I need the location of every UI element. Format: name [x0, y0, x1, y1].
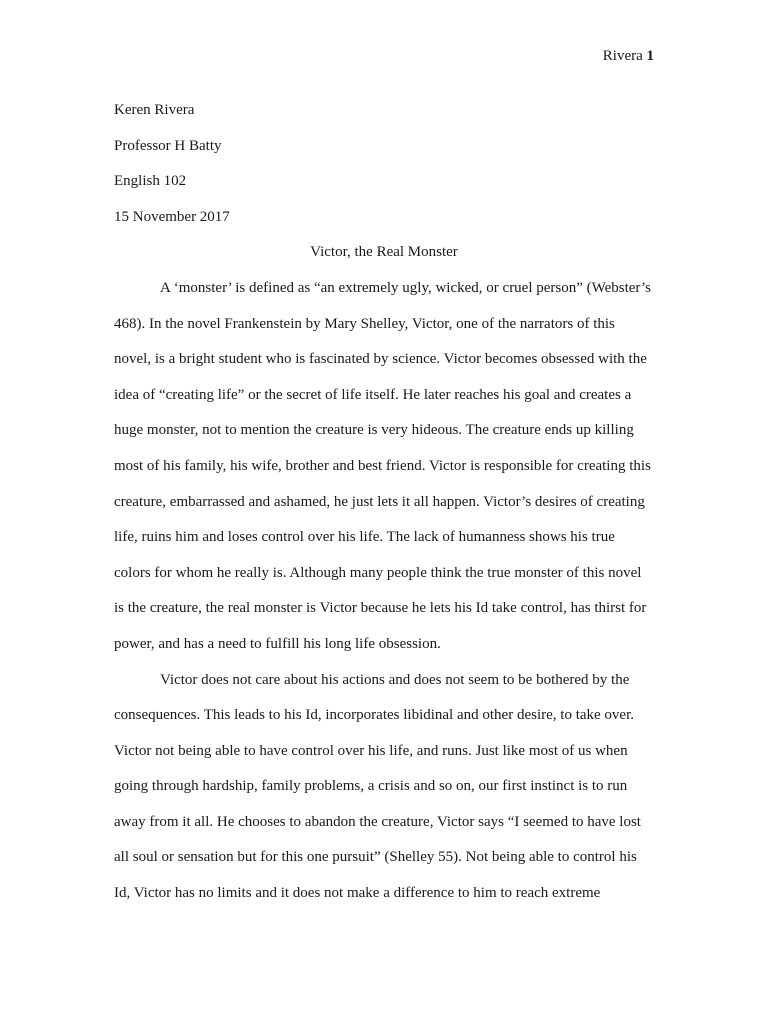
heading-date: 15 November 2017	[114, 208, 230, 225]
paragraph-1-line-7: creature, embarrassed and ashamed, he just lets it all happen. Victor’s desires of creating	[114, 493, 645, 510]
heading-course: English 102	[114, 173, 187, 190]
paragraph-2-line-3: Victor not being able to have control over his life, and runs. Just like most of us when	[114, 742, 628, 759]
paragraph-2-line-6: all soul or sensation but for this one pursuit” (Shelley 55). Not being able to control his	[114, 849, 637, 866]
running-header	[603, 46, 654, 66]
header-surname: Rivera	[602, 48, 643, 64]
document-body	[114, 93, 654, 912]
heading-professor: Professor H Batty	[114, 137, 222, 154]
essay-title: Victor, the Real Monster	[310, 244, 458, 261]
paragraph-1-line-10: is the creature, the real monster is Victor because he lets his Id take control, has thirst for	[114, 600, 647, 617]
paragraph-1-line-9: colors for whom he really is. Although many people think the true monster of this novel	[114, 564, 642, 581]
paragraph-1-line-11: power, and has a need to fulfill his long life obsession.	[114, 635, 441, 652]
paragraph-2-line-5: away from it all. He chooses to abandon the creature, Victor says “I seemed to have lost	[114, 813, 641, 830]
paragraph-2-line-1: Victor does not care about his actions and does not seem to be bothered by the	[160, 671, 630, 688]
paragraph-2-line-4: going through hardship, family problems, a crisis and so on, our first instinct is to run	[114, 778, 628, 795]
paragraph-1-line-5: huge monster, not to mention the creature is very hideous. The creature ends up killing	[114, 422, 634, 439]
paragraph-1-line-1: A ‘monster’ is defined as “an extremely ugly, wicked, or cruel person” (Webster’s	[160, 279, 651, 296]
paragraph-1-line-2: 468). In the novel Frankenstein by Mary Shelley, Victor, one of the narrators of this	[114, 315, 615, 332]
heading-student-name: Keren Rivera	[114, 102, 195, 118]
paragraph-2-line-2: consequences. This leads to his Id, incorporates libidinal and other desire, to take over.	[114, 707, 634, 724]
paragraph-1-line-3: novel, is a bright student who is fascinated by science. Victor becomes obsessed with the	[114, 351, 647, 368]
paragraph-1-line-6: most of his family, his wife, brother and best friend. Victor is responsible for creating this	[114, 457, 651, 474]
page-number: 1	[646, 48, 654, 64]
paragraph-2-line-7: Id, Victor has no limits and it does not make a difference to him to reach extreme	[114, 885, 601, 902]
paragraph-1-line-4: idea of “creating life” or the secret of life itself. He later reaches his goal and creates a	[114, 386, 632, 403]
paragraph-1-line-8: life, ruins him and loses control over his life. The lack of humanness shows his true	[114, 529, 615, 546]
